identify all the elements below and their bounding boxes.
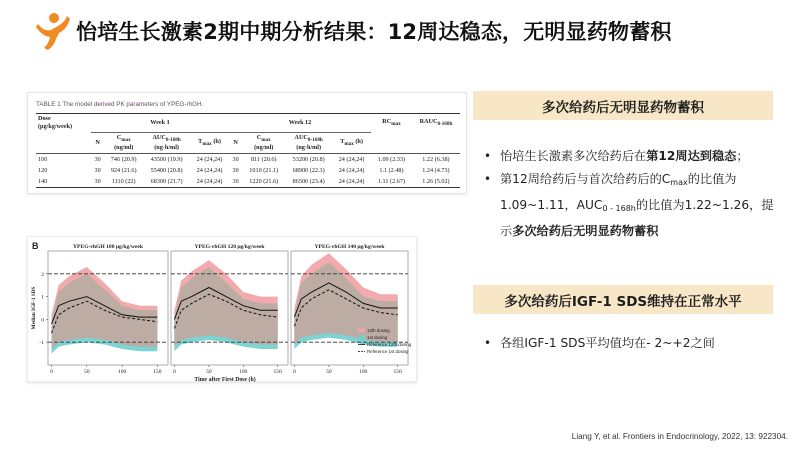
- col-n-week1: N: [91, 132, 104, 153]
- section2-heading: 多次给药后IGF-1 SDS维持在正常水平: [473, 285, 773, 314]
- chart-y-tick-label: 2: [41, 271, 44, 278]
- col-cmax-week1: $C_{max}$ (ng/ml): [104, 132, 143, 153]
- col-auc-week1: $AUC_{0-168h}$ (ng·h/ml): [143, 132, 190, 153]
- brand-logo-icon: [34, 12, 70, 52]
- chart-y-tick-label: 1: [41, 294, 44, 301]
- pk-table: [36, 113, 460, 188]
- chart-x-tick-label: 100: [239, 369, 248, 375]
- pk-table-card: [27, 92, 467, 194]
- chart-legend-label: 1st dosing: [367, 335, 388, 340]
- chart-x-axis-label: Time after First Dose (h): [194, 377, 256, 383]
- chart-panel-label: B: [32, 241, 39, 251]
- col-n-week12: N: [229, 132, 242, 153]
- col-week12: Week 12: [229, 114, 371, 133]
- table-row: 140 30 1110 (22) 68300 (21.7) 24 (24,24) 30 1220 (21.6) 86500 (23.4) 24 (24,24) 1.11 (2.67) 1.26 (5.02): [36, 176, 460, 188]
- col-rc: $RC_{max}$: [371, 114, 412, 133]
- chart-panel-title: YPEG-rhGH 140 μg/kg/week: [314, 244, 385, 250]
- col-tmax-week1: $T_{max}$ (h): [190, 132, 229, 153]
- table-header-row: [36, 114, 460, 133]
- table-subheader-row: [36, 132, 460, 153]
- chart-x-tick-label: 100: [359, 369, 368, 375]
- citation: Liang Y, et al. Frontiers in Endocrinology, 2022, 13: 922304.: [571, 432, 788, 441]
- col-week1: Week 1: [91, 114, 229, 133]
- chart-x-tick-label: 50: [326, 369, 332, 375]
- list-item: • 第12周给药后与首次给药后的$C_{max}$的比值为1.09~1.11，$AUC_{0 - 168h}$的比值为1.22~1.26，提示多次给药后无明显药物蓄积: [482, 168, 782, 243]
- chart-x-tick-label: 0: [173, 369, 176, 375]
- section1-bullets: [482, 145, 782, 243]
- chart-legend-label: Reference 1st dosing: [367, 349, 409, 354]
- chart-x-tick-label: 150: [393, 369, 402, 375]
- section2-bullets: [482, 332, 782, 355]
- section1-heading: 多次给药后无明显药物蓄积: [473, 91, 773, 120]
- chart-x-tick-label: 150: [153, 369, 162, 375]
- table-row: 100 30 746 (20.9) 43500 (19.9) 24 (24,24) 30 811 (20.6) 53200 (20.8) 24 (24,24) 1.09 (2.33) 1.22 (6.38): [38, 155, 450, 163]
- chart-legend-label: Reference 12th dosing: [367, 342, 412, 347]
- list-item: • 怡培生长激素多次给药后在第12周达到稳态；: [482, 145, 782, 168]
- chart-x-tick-label: 100: [117, 369, 127, 375]
- list-item: • 各组IGF-1 SDS平均值均在- 2~+2之间: [482, 332, 782, 355]
- chart-x-tick-label: 50: [84, 369, 90, 375]
- igf1-chart: [28, 237, 418, 383]
- chart-y-tick-label: 0: [41, 317, 44, 324]
- chart-legend-label: 12th dosing: [367, 328, 390, 333]
- chart-panel-title: YPEG-rhGH 100 μg/kg/week: [73, 244, 143, 250]
- igf1-chart-card: [27, 236, 417, 382]
- chart-x-tick-label: 0: [293, 369, 296, 375]
- chart-y-tick-label: -1: [39, 340, 44, 347]
- chart-x-tick-label: 150: [273, 369, 282, 375]
- col-cmax-week12: $C_{max}$ (ng/ml): [242, 132, 285, 153]
- page-title: 怡培生长激素2期中期分析结果：12周达稳态，无明显药物蓄积: [76, 20, 672, 44]
- table-caption: TABLE 1 The model derived PK parameters of YPEG-rhGH.: [36, 101, 204, 108]
- col-rauc: $RAUC_{0-168h}$: [412, 114, 460, 133]
- chart-legend-swatch: [358, 329, 365, 333]
- chart-y-axis-label: Median IGF-1 SDS: [31, 286, 37, 330]
- chart-x-tick-label: 0: [50, 369, 53, 375]
- chart-x-tick-label: 50: [206, 369, 212, 375]
- col-tmax-week12: $T_{max}$ (h): [332, 132, 371, 153]
- table-row: 120 30 924 (21.6) 55400 (20.8) 24 (24,24) 30 1010 (21.1) 68900 (22.3) 24 (24,24) 1.1 (2.48) 1.24 (4.73): [38, 166, 450, 174]
- col-dose: Dose (μg/kg/week): [36, 114, 86, 133]
- chart-panel-title: YPEG-rhGH 120 μg/kg/week: [194, 244, 265, 250]
- chart-legend-swatch: [358, 336, 365, 340]
- col-auc-week12: $AUC_{0-168h}$ (ng·h/ml): [285, 132, 332, 153]
